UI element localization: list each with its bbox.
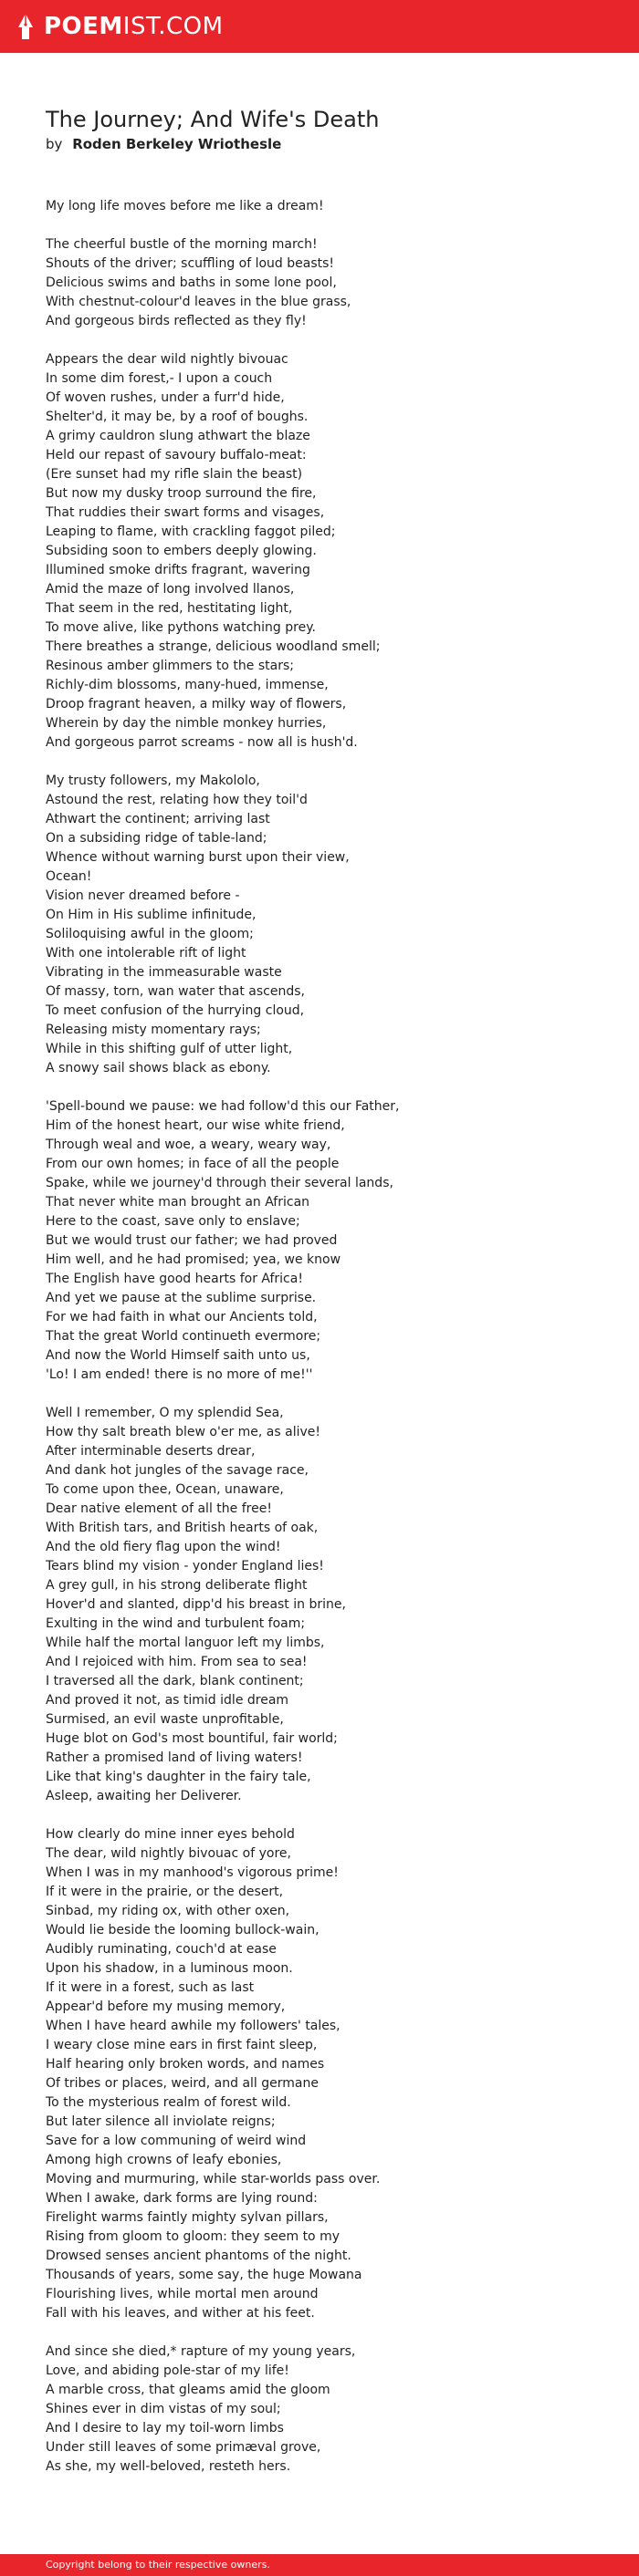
stanza	[46, 2342, 639, 2477]
poem-line: Of tribes or places, weird, and all germane	[46, 2076, 319, 2091]
poem-line: How clearly do mine inner eyes behold	[46, 1827, 295, 1842]
poem-line: Shouts of the driver; scuffling of loud beasts!	[46, 256, 335, 271]
poem-body	[46, 197, 639, 2477]
poem-line: Rising from gloom to gloom: they seem to my	[46, 2229, 340, 2244]
poem-line: When I was in my manhood's vigorous prime!	[46, 1865, 339, 1880]
poem-line: On Him in His sublime infinitude,	[46, 908, 257, 922]
poem-line: On a subsiding ridge of table-land;	[46, 831, 267, 846]
poem-line: Vision never dreamed before -	[46, 888, 240, 903]
poem-line: Held our repast of savoury buffalo-meat:	[46, 448, 307, 462]
poem-line: And the old fiery flag upon the wind!	[46, 1540, 281, 1554]
poem-line: Flourishing lives, while mortal men around	[46, 2287, 319, 2301]
poem-line: Like that king's daughter in the fairy tale,	[46, 1770, 311, 1784]
poem-line: Tears blind my vision - yonder England lies!	[46, 1559, 324, 1574]
poem-line: The dear, wild nightly bivouac of yore,	[46, 1846, 291, 1861]
poem-line: When I have heard awhile my followers' tales,	[46, 2019, 340, 2033]
poem-line: With British tars, and British hearts of oak,	[46, 1521, 319, 1535]
poem-line: And gorgeous parrot screams - now all is hush'd.	[46, 735, 358, 750]
poem-line: Wherein by day the nimble monkey hurries,	[46, 716, 327, 731]
poem-line: Audibly ruminating, couch'd at ease	[46, 1942, 277, 1957]
poem-line: Half hearing only broken words, and names	[46, 2057, 325, 2072]
poem-line: And dank hot jungles of the savage race,	[46, 1463, 309, 1478]
poem-line: When I awake, dark forms are lying round:	[46, 2191, 318, 2206]
poem-line: Fall with his leaves, and wither at his feet.	[46, 2306, 315, 2321]
stanza	[46, 350, 639, 753]
poem-line: And I rejoiced with him. From sea to sea!	[46, 1655, 308, 1669]
poem-line: As she, my well-beloved, resteth hers.	[46, 2459, 291, 2474]
poem-line: That ruddies their swart forms and visages,	[46, 505, 325, 520]
poem-line: Shines ever in dim vistas of my soul;	[46, 2402, 281, 2416]
poem-line: To the mysterious realm of forest wild.	[46, 2095, 291, 2110]
poem-line: Richly-dim blossoms, many-hued, immense,	[46, 678, 329, 692]
site-header	[0, 0, 639, 53]
poem-line: Sinbad, my riding ox, with other oxen,	[46, 1904, 290, 1918]
poem-line: Of massy, torn, wan water that ascends,	[46, 984, 305, 999]
poem-line: Asleep, awaiting her Deliverer.	[46, 1789, 242, 1803]
poem-line: Save for a low communing of weird wind	[46, 2134, 307, 2148]
poem-line: Appear'd before my musing memory,	[46, 2000, 286, 2014]
poem-line: If it were in the prairie, or the desert,	[46, 1885, 284, 1899]
poem-line: If it were in a forest, such as last	[46, 1980, 255, 1995]
poem-line: Delicious swims and baths in some lone pool,	[46, 275, 337, 290]
poem-line: And proved it not, as timid idle dream	[46, 1693, 289, 1708]
poem-line: While half the mortal languor left my limbs,	[46, 1636, 325, 1650]
stanza	[46, 1825, 639, 2323]
poem-line: A snowy sail shows black as ebony.	[46, 1061, 271, 1075]
logo-bold-text: POEM	[44, 13, 123, 40]
poem-line: And I desire to lay my toil-worn limbs	[46, 2421, 284, 2436]
poem-line: And since she died,* rapture of my young years,	[46, 2344, 356, 2359]
poem-line: Here to the coast, save only to enslave;	[46, 1214, 300, 1229]
poem-line: 'Spell-bound we pause: we had follow'd this our Father,	[46, 1099, 400, 1114]
poem-line: While in this shifting gulf of utter light,	[46, 1042, 293, 1056]
copyright-text: Copyright belong to their respective owners.	[46, 2559, 270, 2571]
poem-line: Athwart the continent; arriving last	[46, 812, 270, 826]
poem-line: Droop fragrant heaven, a milky way of flowers,	[46, 697, 347, 712]
poem-line: 'Lo! I am ended! there is no more of me!''	[46, 1367, 313, 1382]
poem-line: Moving and murmuring, while star-worlds pass over.	[46, 2172, 381, 2186]
poem-line: A marble cross, that gleams amid the gloom	[46, 2383, 330, 2397]
poem-line: Spake, while we journey'd through their several lands,	[46, 1176, 393, 1190]
poem-line: To meet confusion of the hurrying cloud,	[46, 1003, 305, 1018]
poem-line: A grey gull, in his strong deliberate flight	[46, 1578, 308, 1593]
poem-line: Resinous amber glimmers to the stars;	[46, 659, 294, 673]
poem-line: Astound the rest, relating how they toil'd	[46, 793, 308, 807]
poem-line: And yet we pause at the sublime surprise.	[46, 1291, 317, 1305]
poem-line: Shelter'd, it may be, by a roof of boughs.	[46, 410, 309, 424]
poem-line: After interminable deserts drear,	[46, 1444, 256, 1459]
poem-line: Releasing misty momentary rays;	[46, 1023, 261, 1037]
poem-line: And now the World Himself saith unto us,	[46, 1348, 310, 1363]
stanza	[46, 1097, 639, 1385]
byline	[46, 135, 639, 153]
poem-line: Huge blot on God's most bountiful, fair world;	[46, 1731, 338, 1746]
stanza	[46, 1404, 639, 1806]
poem-line: How thy salt breath blew o'er me, as alive!	[46, 1425, 320, 1439]
poem-line: Soliloquising awful in the gloom;	[46, 927, 254, 941]
poem-line: Hover'd and slanted, dipp'd his breast in brine,	[46, 1597, 346, 1612]
poem-line: In some dim forest,- I upon a couch	[46, 371, 273, 386]
poem-line: Illumined smoke drifts fragrant, wavering	[46, 563, 310, 577]
poem-line: Leaping to flame, with crackling faggot piled;	[46, 525, 336, 539]
stanza	[46, 772, 639, 1078]
poem-line: But we would trust our father; we had proved	[46, 1233, 338, 1248]
poem-line: And gorgeous birds reflected as they fly!	[46, 314, 307, 328]
poem-line: That never white man brought an African	[46, 1195, 310, 1210]
poem-line: With chestnut-colour'd leaves in the blue grass,	[46, 295, 351, 309]
poem-line: Of woven rushes, under a furr'd hide,	[46, 390, 285, 405]
poem-line: A grimy cauldron slung athwart the blaze	[46, 429, 310, 443]
stanza	[46, 197, 639, 216]
poem-line: Through weal and woe, a weary, weary way,	[46, 1137, 331, 1152]
poem-line: Dear native element of all the free!	[46, 1501, 272, 1516]
poem-line: Surmised, an evil waste unprofitable,	[46, 1712, 284, 1727]
poem-line: Love, and abiding pole-star of my life!	[46, 2363, 289, 2378]
poem-line: I weary close mine ears in first faint sleep,	[46, 2038, 318, 2052]
author-link[interactable]: Roden Berkeley Wriothesle	[72, 136, 282, 152]
poem-line: For we had faith in what our Ancients told,	[46, 1310, 318, 1324]
poem-line: To come upon thee, Ocean, unaware,	[46, 1482, 284, 1497]
poem-line: I traversed all the dark, blank continent;	[46, 1674, 304, 1688]
main-content	[0, 106, 639, 2477]
poem-line: Thousands of years, some say, the huge Mowana	[46, 2268, 362, 2282]
poem-line: Firelight warms faintly mighty sylvan pillars,	[46, 2210, 329, 2225]
poem-line: Ocean!	[46, 869, 92, 884]
poem-line: My trusty followers, my Makololo,	[46, 774, 260, 788]
poem-line: That seem in the red, hestitating light,	[46, 601, 293, 616]
poem-line: Whence without warning burst upon their view,	[46, 850, 350, 865]
poem-line: But later silence all inviolate reigns;	[46, 2114, 276, 2129]
poem-line: Rather a promised land of living waters!	[46, 1750, 303, 1765]
poem-line: Subsiding soon to embers deeply glowing.	[46, 544, 317, 558]
pen-nib-icon	[16, 13, 35, 40]
poem-line: From our own homes; in face of all the people	[46, 1157, 340, 1171]
logo-light-text: IST.COM	[122, 13, 224, 40]
poem-line: Him of the honest heart, our wise white friend,	[46, 1118, 345, 1133]
by-label: by	[46, 136, 63, 152]
stanza	[46, 235, 639, 331]
poem-line: Vibrating in the immeasurable waste	[46, 965, 282, 980]
poem-line: Well I remember, O my splendid Sea,	[46, 1406, 284, 1420]
poem-line: The English have good hearts for Africa!	[46, 1272, 303, 1286]
poem-line: But now my dusky troop surround the fire,	[46, 486, 317, 501]
poem-line: Under still leaves of some primæval grove,	[46, 2440, 321, 2455]
poem-line: Amid the maze of long involved llanos,	[46, 582, 295, 597]
poem-line: Him well, and he had promised; yea, we know	[46, 1252, 341, 1267]
poem-line: That the great World continueth evermore;	[46, 1329, 321, 1344]
poem-line: My long life moves before me like a dream!	[46, 199, 324, 213]
poem-line: Among high crowns of leafy ebonies,	[46, 2153, 282, 2167]
poem-title: The Journey; And Wife's Death	[46, 107, 380, 132]
poem-line: Appears the dear wild nightly bivouac	[46, 352, 288, 367]
site-footer	[0, 2554, 639, 2576]
poem-line: Exulting in the wind and turbulent foam;	[46, 1616, 306, 1631]
poem-line: With one intolerable rift of light	[46, 946, 246, 961]
site-logo[interactable]	[44, 15, 224, 38]
poem-line: Drowsed senses ancient phantoms of the night.	[46, 2249, 351, 2263]
poem-line: Would lie beside the looming bullock-wain,	[46, 1923, 320, 1937]
poem-line: There breathes a strange, delicious woodland smell;	[46, 639, 381, 654]
poem-line: (Ere sunset had my rifle slain the beast)	[46, 467, 303, 482]
poem-line: The cheerful bustle of the morning march!	[46, 237, 318, 252]
poem-line: To move alive, like pythons watching prey.	[46, 620, 316, 635]
poem-line: Upon his shadow, in a luminous moon.	[46, 1961, 293, 1976]
